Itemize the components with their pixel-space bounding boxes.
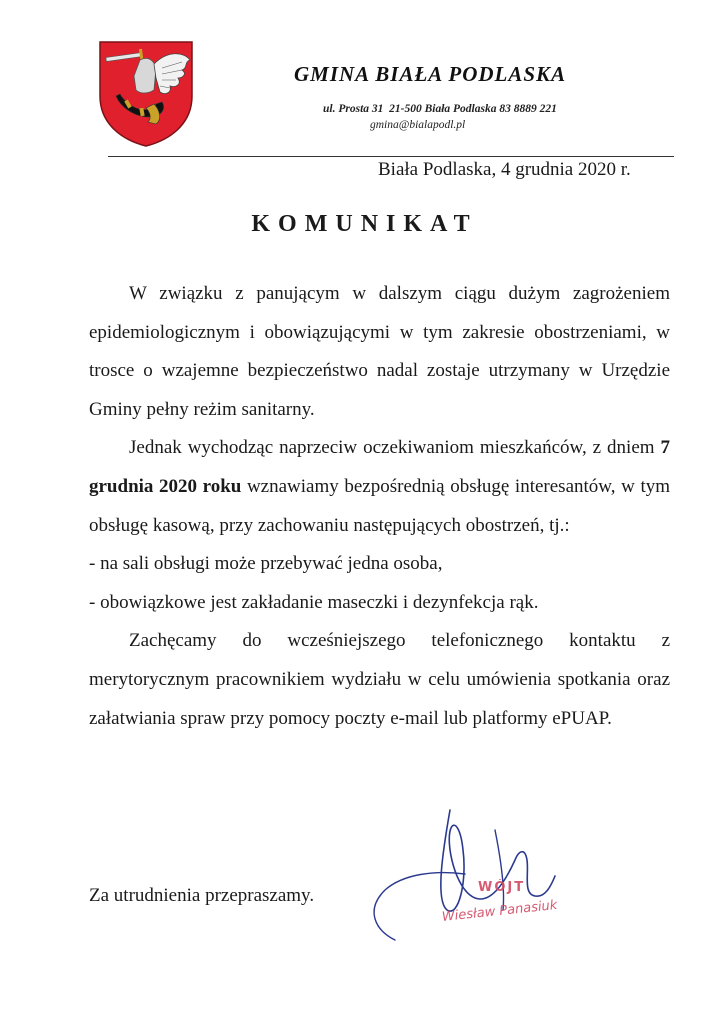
header-divider: [108, 156, 674, 157]
coat-of-arms-icon: [96, 38, 196, 148]
closing-line: Za utrudnienia przepraszamy.: [89, 885, 315, 906]
document-body: [89, 275, 670, 738]
bullet-item: - obowiązkowe jest zakładanie maseczki i dezynfekcja rąk.: [89, 591, 539, 613]
organization-name: GMINA BIAŁA PODLASKA: [294, 62, 567, 86]
stamp-name: Wiesław Panasiuk: [441, 897, 559, 925]
paragraph-3: Zachęcamy do wcześniejszego telefonicznego kontaktu z merytorycznym pracownikiem wydziału w celu umówienia spotkania oraz załatwiania spraw przy pomocy poczty e-mail lub platformy ePUAP.: [89, 630, 670, 729]
paragraph-2-text-before: Jednak wychodząc naprzeciw oczekiwaniom mieszkańców, z dniem: [129, 437, 661, 459]
paragraph-1: W związku z panującym w dalszym ciągu dużym zagrożeniem epidemiologicznym i obowiązującymi w tym zakresie obostrzeniami, w trosce o wzajemne bezpieczeństwo nadal zostaje utrzymany w Urzędzie Gminy pełny reżim sanitarny.: [89, 283, 670, 420]
handwritten-signature: [355, 790, 585, 960]
organization-email: gmina@bialapodl.pl: [370, 119, 466, 131]
paragraph-2: [89, 429, 670, 545]
organization-address: ul. Prosta 31 21-500 Biała Podlaska 83 8889 221: [323, 103, 557, 115]
document-title: KOMUNIKAT: [251, 211, 478, 237]
document-date: Biała Podlaska, 4 grudnia 2020 r.: [378, 159, 631, 180]
reopening-date: 7 grudnia 2020 roku: [89, 437, 670, 497]
stamp-title: WÓJT: [478, 880, 526, 895]
paragraph-2-text-after: wznawiamy bezpośrednią obsługę interesantów, w tym obsługę kasową, przy zachowaniu następujących obostrzeń, tj.:: [89, 475, 671, 536]
bullet-item: - na sali obsługi może przebywać jedna osoba,: [89, 553, 443, 575]
